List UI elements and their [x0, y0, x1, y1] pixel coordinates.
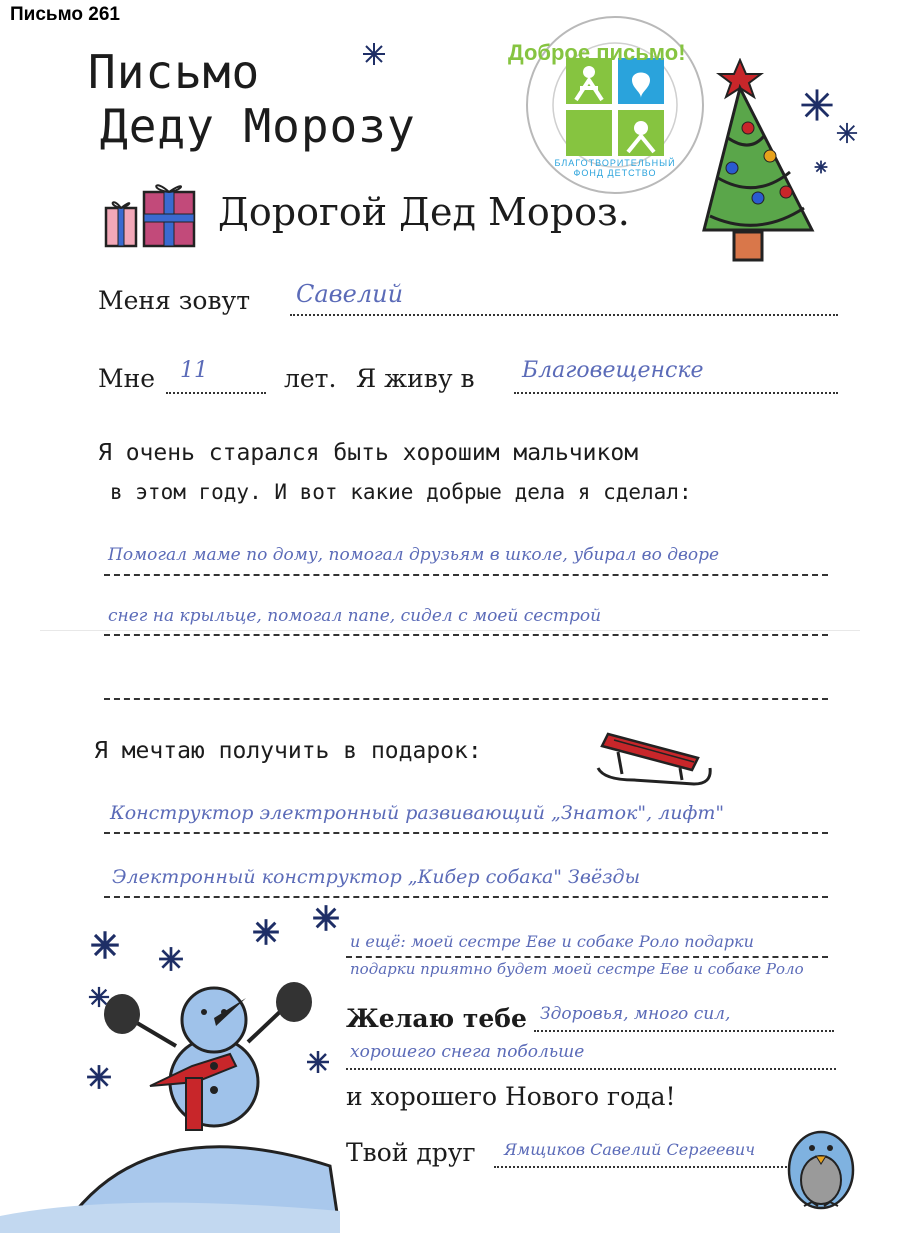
- snowflake-icon: [252, 918, 280, 946]
- name-underline: [290, 314, 838, 316]
- deeds-text-1: Помогал маме по дому, помогал друзьям в школе, убирал во дворе: [108, 545, 720, 565]
- deeds-line-3: [104, 698, 828, 700]
- snowflake-icon: [814, 160, 828, 174]
- gift-text-4: подарки приятно будет моей сестре Еве и собаке Роло: [350, 960, 804, 978]
- title-line-1: Письмо: [88, 45, 261, 99]
- name-value: Савелий: [296, 280, 404, 308]
- snowflake-icon: [312, 904, 340, 932]
- snowflake-icon: [88, 986, 110, 1008]
- city-underline: [514, 392, 838, 394]
- stamp-brand-text: Доброе письмо!: [508, 40, 686, 65]
- city-label: Я живу в: [356, 364, 475, 393]
- city-value: Благовещенске: [522, 358, 704, 383]
- closing-text: и хорошего Нового года!: [346, 1082, 676, 1111]
- gift-text-1: Конструктор электронный развивающий „Знаток", лифт": [110, 802, 725, 824]
- gift-line-3: [346, 956, 828, 958]
- deeds-line-1: [104, 574, 828, 576]
- age-value: 11: [180, 358, 208, 383]
- wish-label: Желаю тебе: [346, 1004, 527, 1033]
- greeting-text: Дорогой Дед Мороз.: [218, 190, 630, 234]
- gift-text-2: Электронный конструктор „Кибер собака" Звёзды: [112, 866, 641, 888]
- paper-fold: [40, 630, 860, 631]
- snowflake-icon: [86, 1064, 112, 1090]
- wish-text-2: хорошего снега побольше: [350, 1042, 585, 1062]
- age-suffix: лет.: [284, 364, 337, 393]
- snowflake-icon: [362, 42, 386, 66]
- wish-underline-1: [534, 1030, 834, 1032]
- wish-text-1: Здоровья, много сил,: [540, 1004, 731, 1024]
- snowflake-icon: [90, 930, 120, 960]
- snowflake-icon: [800, 88, 834, 122]
- gift-line-1: [104, 832, 828, 834]
- age-underline: [166, 392, 266, 394]
- wish-underline-2: [346, 1068, 836, 1070]
- deeds-text-2: снег на крыльце, помогал папе, сидел с моей сестрой: [108, 606, 602, 626]
- title-line-2: Деду Морозу: [100, 99, 416, 153]
- penguin-icon: [782, 1118, 860, 1210]
- gift-text-3: и ещё: моей сестре Еве и собаке Роло подарки: [350, 932, 754, 951]
- name-label: Меня зовут: [98, 286, 251, 315]
- gift-boxes-icon: [104, 176, 200, 250]
- snowflake-icon: [306, 1050, 330, 1074]
- snowflake-icon: [836, 122, 858, 144]
- deeds-intro-line-2: в этом году. И вот какие добрые дела я сделал:: [110, 480, 692, 504]
- letter-number-label: Письмо 261: [10, 4, 120, 25]
- sled-icon: [594, 718, 716, 790]
- signature-label: Твой друг: [346, 1138, 476, 1167]
- snowflake-icon: [158, 946, 184, 972]
- signature-underline: [494, 1166, 794, 1168]
- age-prefix: Мне: [98, 364, 156, 393]
- stamp-ring-text: БЛАГОТВОРИТЕЛЬНЫЙ ФОНД ДЕТСТВО: [554, 158, 676, 178]
- deeds-intro-line-1: Я очень старался быть хорошим мальчиком: [98, 440, 639, 466]
- deeds-line-2: [104, 634, 828, 636]
- gift-label: Я мечтаю получить в подарок:: [94, 738, 482, 764]
- signature-value: Ямщиков Савелий Сергеевич: [504, 1140, 756, 1159]
- charity-stamp: [520, 10, 710, 200]
